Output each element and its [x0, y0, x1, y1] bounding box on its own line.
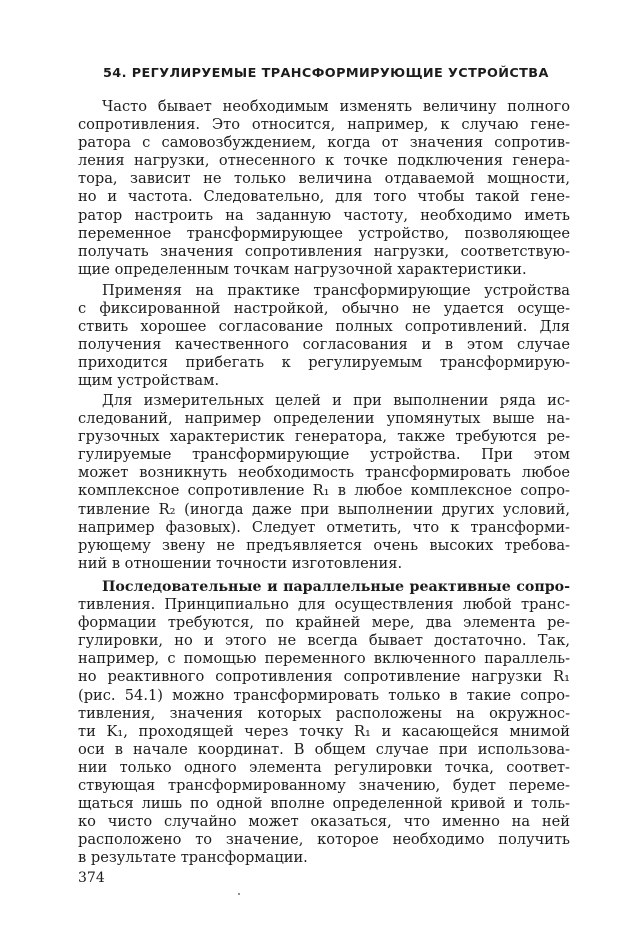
text-line: но реактивного сопротивления сопротивление нагрузки R₁	[78, 668, 570, 686]
text-line: следований, например определении упомянутых выше на-	[78, 410, 570, 428]
text-line: переменное трансформирующее устройство, позволяющее	[78, 224, 570, 242]
text-line: рующему звену не предъявляется очень высоких требова-	[78, 536, 570, 554]
text-line: ко чисто случайно может оказаться, что именно на ней	[78, 813, 570, 831]
text-line: например фазовых). Следует отметить, что к трансформи-	[78, 518, 570, 536]
subsection-lead: Последовательные и параллельные реактивные сопро-	[102, 579, 570, 595]
paragraph-4	[78, 578, 570, 868]
text-line: гулировки, но и этого не всегда бывает достаточно. Так,	[78, 632, 570, 650]
text-line: получать значения сопротивления нагрузки, соответствую-	[78, 242, 570, 260]
text-line: оси в начале координат. В общем случае при использова-	[78, 740, 570, 758]
text-line: с фиксированной настройкой, обычно не удается осуще-	[78, 300, 570, 318]
text-line: получения качественного согласования и в этом случае	[78, 336, 570, 354]
text-line: ствующая трансформированному значению, будет переме-	[78, 777, 570, 795]
text-line: ний в отношении точности изготовления.	[78, 554, 403, 572]
text-line: в результате трансформации.	[78, 849, 308, 867]
text-line: Применяя на практике трансформирующие устройства	[102, 282, 570, 299]
paragraph-2	[78, 282, 570, 391]
text-line: комплексное сопротивление R₁ в любое комплексное сопро-	[78, 482, 570, 500]
paragraph-1	[78, 98, 570, 279]
text-line: ратор настроить на заданную частоту, необходимо иметь	[78, 206, 570, 224]
text-line: нии только одного элемента регулировки точка, соответ-	[78, 758, 570, 776]
section-heading	[103, 66, 555, 81]
text-line: щим устройствам.	[78, 372, 220, 390]
text-line: тивления. Принципиально для осуществления любой транс-	[78, 596, 570, 614]
paragraph-3	[78, 392, 570, 573]
text-line: расположено то значение, которое необходимо получить	[78, 831, 570, 849]
text-line: тивления, значения которых расположены на окружнос-	[78, 704, 570, 722]
text-line: (рис. 54.1) можно трансформировать только в такие сопро-	[78, 686, 570, 704]
text-line: тора, зависит не только величина отдаваемой мощности,	[78, 170, 570, 188]
text-line: может возникнуть необходимость трансформировать любое	[78, 464, 570, 482]
text-line: Для измерительных целей и при выполнении ряда ис-	[102, 392, 570, 409]
text-line: Часто бывает необходимым изменять величину полного	[102, 98, 570, 115]
text-line: грузочных характеристик генератора, также требуются ре-	[78, 428, 570, 446]
text-line: ратора с самовозбуждением, когда от значения сопротив-	[78, 134, 570, 152]
text-line: сопротивления. Это относится, например, к случаю гене-	[78, 116, 570, 134]
text-line: формации требуются, по крайней мере, два элемента ре-	[78, 614, 570, 632]
text-line: щие определенным точкам нагрузочной характеристики.	[78, 260, 527, 278]
page-number: 374	[78, 870, 105, 886]
text-line: щаться лишь по одной вполне определенной кривой и толь-	[78, 795, 570, 813]
text-line: например, с помощью переменного включенного параллель-	[78, 650, 570, 668]
section-title: РЕГУЛИРУЕМЫЕ ТРАНСФОРМИРУЮЩИЕ УСТРОЙСТВА	[131, 66, 549, 81]
text-line: гулируемые трансформирующие устройства. При этом	[78, 446, 570, 464]
text-line: ствить хорошее согласование полных сопротивлений. Для	[78, 318, 570, 336]
section-number: 54.	[103, 66, 127, 81]
text-line: но и частота. Следовательно, для того чтобы такой гене-	[78, 188, 570, 206]
text-line: тивление R₂ (иногда даже при выполнении других условий,	[78, 500, 570, 518]
text-line: ти K₁, проходящей через точку R₁ и касающейся мнимой	[78, 722, 570, 740]
text-line: приходится прибегать к регулируемым трансформирую-	[78, 354, 570, 372]
text-line: ления нагрузки, отнесенного к точке подключения генера-	[78, 152, 570, 170]
print-speck	[238, 893, 240, 895]
